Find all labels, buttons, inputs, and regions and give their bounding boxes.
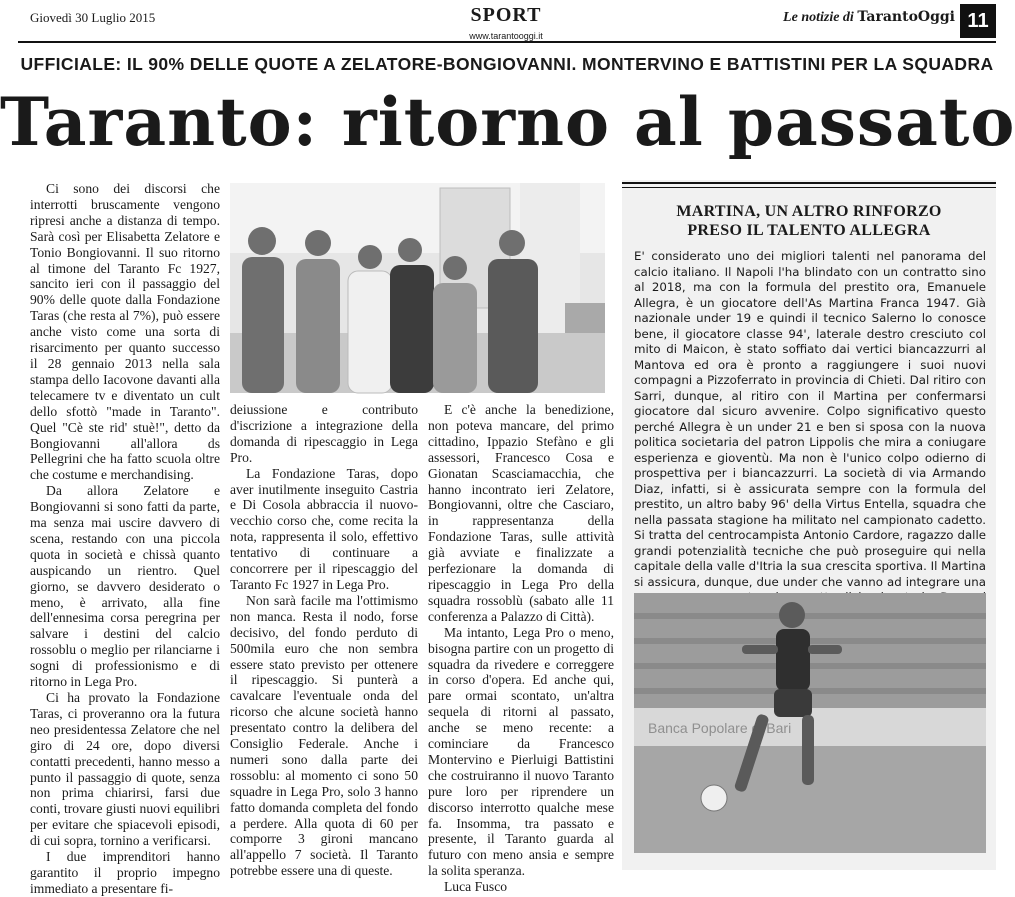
article-overline: UFFICIALE: IL 90% DELLE QUOTE A ZELATORE-BONGIOVANNI. MONTERVINO E BATTISTINI PER LA SQUADRA	[20, 54, 994, 74]
header-rule	[18, 41, 996, 43]
stadium-banner-text: Banca Popolare di Bari	[648, 720, 792, 736]
sidebar-title-line: PRESO IL TALENTO ALLEGRA	[687, 222, 931, 239]
article-byline: Luca Fusco	[444, 879, 508, 895]
group-photo	[230, 183, 605, 393]
article-column-3	[428, 402, 614, 895]
paragraph: Ci sono dei discorsi che interrotti bruscamente vengono ripresi anche a distanza di tempo. Sarà così per Elisabetta Zelatore e Tonio Bongiovanni. Il suo ritorno al timone del Taranto Fc 1927, sancito ieri con il passaggio del 90% delle quote dalla Fondazione Taras (che resta al 7%), può essere anche visto come una sorta di risarcimento per quanto successo il 28 gennaio 2013 nella sala stampa dello Iacovone davanti alla telecamere tv e diventato un cult dello sfottò "made in Taranto". Quel "Cè ste rid' stuè!", detto da Bongiovanni all'allora ds Pellegrini che ha fatto scuola oltre che costume e merchandising.	[30, 181, 220, 483]
masthead-kicker: Le notizie di	[783, 10, 854, 25]
section-title: SPORT	[470, 4, 542, 26]
sidebar-rule	[622, 187, 996, 188]
page-number: 11	[960, 4, 996, 38]
masthead-brand: TarantoOggi	[857, 9, 955, 25]
player-photo-illustration	[634, 593, 986, 853]
paragraph: Ma intanto, Lega Pro o meno, bisogna partire con un progetto di squadra da rivedere e correggere in corso d'opera. Ed anche qui, pare ormai scontato, un'altra sequela di ritorni al passato, anche se meno recente: a cominciare da Francesco Montervino e Pierluigi Battistini che costruiranno il nuovo Taranto pure loro per riprendere un discorso interrotto qualche mese fa. Insomma, tra passato e presente, il Taranto guarda al futuro con meno ansia e sempre la solita speranza.	[428, 624, 614, 879]
paragraph: I due imprenditori hanno garantito il proprio impegno immediato a presentare fi-	[30, 849, 220, 896]
paragraph: E c'è anche la benedizione, non poteva mancare, del primo cittadino, Ippazio Stefàno e gli assessori, Francesco Cosa e Gionatan Scasciamacchia, che hanno incontrato ieri Zelatore, Bongiovanni, oltre che Casciaro, in rappresentanza della Fondazione Taras, sulle attività già avviate e finalizzate a perfezionare la domanda di ripescaggio in Lega Pro della squadra rossoblù (sabato alle 11 conferenza a Palazzo di Città).	[428, 402, 614, 624]
paragraph: Da allora Zelatore e Bongiovanni si sono fatti da parte, ma senza mai uscire davvero di scena, restando con una piccola quota in società e chissà quanto auspicando un rientro. Quel giorno, se davvero desiderato o meno, è arrivato, alla fine dell'ennesima corsa peregrina per salvare i destini del calcio rossoblu o meglio per rilanciarne i sogni di professionismo e di ritorno in Lega Pro.	[30, 483, 220, 690]
group-photo-illustration	[230, 183, 605, 393]
paragraph: deiussione e contributo d'iscrizione a integrazione della domanda di ripescaggio in Lega Pro.	[230, 402, 418, 465]
issue-date: Giovedì 30 Luglio 2015	[30, 10, 156, 25]
sidebar-title	[622, 202, 996, 240]
paragraph: Non sarà facile ma l'ottimismo non manca. Resta il nodo, forse decisivo, del fondo perduto di 500mila euro che non sembra essere stato previsto per ottenere il ripescaggio. Si punterà a cavalcare l'eventuale onda del ricorso che alcune società hanno presentato contro la delibera del Consiglio Federale. Anche i numeri sono dalla parte dei rossoblu: al momento ci sono 50 squadre in Lega Pro, solo 3 hanno fatto domanda completa del fondo a perdere. Alla quota di 60 per comporre 3 gironi mancano all'appello 7 società. Il Taranto potrebbe essere una di queste.	[230, 592, 418, 879]
paragraph: Ci ha provato la Fondazione Taras, ci proveranno ora la futura neo presidentessa Zelatore che nel giro di 24 ore, dopo diversi contatti precedenti, hanno messo a punto il passaggio di quote, senza non prima chiarirsi, farsi due conti, trovare giusti nuovi equilibri per evitare che spiacevoli episodi, di cui sopra, tornino a verificarsi.	[30, 690, 220, 849]
player-photo	[634, 593, 986, 853]
article-headline: Taranto: ritorno al passato	[0, 83, 1015, 161]
article-column-2	[230, 402, 418, 879]
masthead	[730, 9, 955, 26]
sidebar-title-line: MARTINA, UN ALTRO RINFORZO	[676, 203, 942, 220]
paragraph: La Fondazione Taras, dopo aver inutilmente inseguito Castria e Di Cosola abbraccia il nuovo-vecchio corso che, come recita la nota, rappresenta il solo, effettivo tentativo di continuare a concorrere per il ripescaggio del Taranto Fc 1927 in Lega Pro.	[230, 465, 418, 592]
paragraph: E' considerato uno dei migliori talenti nel panorama del calcio italiano. Il Napoli l'ha blindato con un contratto sino al 2018, ma con la formula del prestito ora, Emanuele Allegra, è un giocatore dell'As Martina Franca 1947. Già nazionale under 19 e quindi il tecnico Salerno lo conosce bene, il giocatore classe 94', laterale destro cresciuto col mito di Maicon, è stato soffiato dai vertici biancazzurri al Mantova ed ora è pronto a raggiungere i suoi nuovi compagni a Pizzoferrato in provincia di Chieti. Dal ritiro con Sarri, dunque, al ritiro con il Martina per confermarsi giocatore dal sicuro avvenire. Colpo significativo questo perché Allegra è un under 21 e ben si sposa con la nuova politica societaria del patron Lippolis che mira a coniugare esperienza e gioventù. Ma non è l'unico colpo odierno di prospettiva per i biancazzurri. La società di via Armando Diaz, infatti, si è assicurata sempre con la formula del prestito, un altro baby 96' della Virtus Entella, squadra che nella passata stagione ha militato nel campionato cadetto. Si tratta del centrocampista Antonio Cardore, ragazzo dalle grandi potenzialità tecniche che può proseguire qui nella capitale della valle d'Itria la sua crescita sportiva. Il Martina si assicura, dunque, due under che vanno ad integrare una	[634, 249, 987, 589]
article-column-1	[30, 181, 220, 896]
sidebar-rule	[622, 182, 996, 184]
site-url: www.tarantooggi.it	[469, 31, 543, 41]
sidebar-body	[634, 249, 986, 589]
